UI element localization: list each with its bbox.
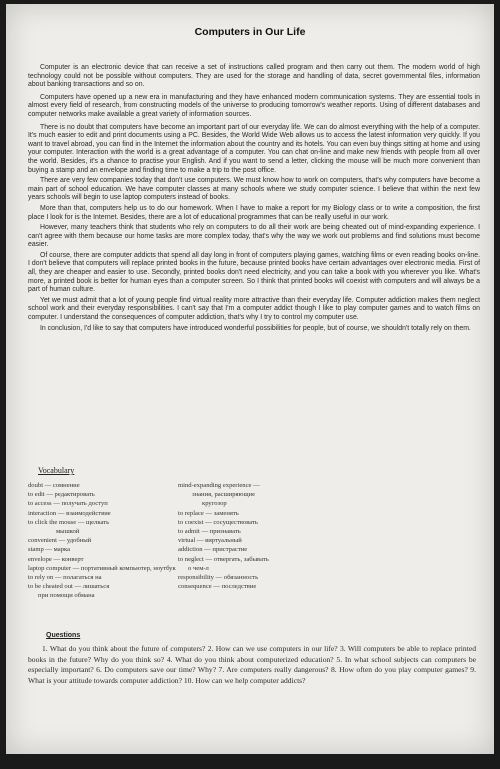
vocab-entry: addiction — пристрастие [178,546,248,554]
vocab-entry: envelope — конверт [28,555,84,563]
vocab-entry: laptop computer — портативный компьютер, ноутбук [28,564,176,572]
vocab-entry: мышкой [56,528,80,536]
vocab-entry: convenient — удобный [28,537,92,545]
vocab-entry: при помощи обмана [38,592,95,600]
document-page [6,4,494,754]
questions-heading: Questions [46,632,81,639]
page-title: Computers in Our Life [194,26,306,38]
vocabulary-list-left [28,481,178,601]
paragraph-2: Computers have opened up a new era in manufacturing and they have enhanced modern communication systems. They are essential tools in almost every field of research, from constructing models of the universe to producing tomorrow's weather reports. Using of different databases and computer networks make available a great variety of information sources. [28,93,480,118]
vocab-entry: о чем-л [188,564,209,572]
vocab-entry: stamp — марка [28,546,71,554]
vocab-entry: to neglect — отвергать, забывать [178,555,269,563]
article-body [28,64,480,335]
vocabulary-list-right [178,481,328,591]
paragraph-9: In conclusion, I'd like to say that computers have introduced wonderful possibilities for people, but of course, we shouldn't totally rely on them. [40,324,471,332]
vocab-entry: to admit — признавать [178,528,241,536]
paragraph-1: Computer is an electronic device that can receive a set of instructions called program and then carry out them. The modern world of high technology could not be possible without computers. They are used for the storage and handling of data, secret governmental files, information about banking transactions and so on. [28,64,480,89]
vocab-entry: doubt — сомнение [28,482,80,489]
vocab-entry: to be cheated out — лишаться [28,583,110,591]
vocab-entry: to access — получать доступ [28,500,108,508]
vocab-entry: to coexist — сосуществовать [178,518,258,526]
vocab-entry: responsibility — обязанность [178,574,259,582]
paragraph-3: There is no doubt that computers have become an important part of our everyday life. We can do almost everything with the help of a computer. It's much easier to edit and print documents using a PC. Besides, the World Wide Web allows us to access the latest information very quickly. If you want to travel abroad, you can find in the Internet the information about the country and its hotels. You can even buy things sitting at home and using your computer. Interaction with the world is a great advantage of a computer. You can chat on-line and make new friends with people from all over the world. Besides, it's a chance to practise your English. And if you want to send a letter, clicking the mouse will be much more convenient than buying a stamp and an envelope and finding time to make a trip to the post office. [28,123,480,174]
vocab-entry: consequence — последствие [178,583,257,591]
questions-text: 1. What do you think about the future of computers? 2. How can we use computers in our life? 3. Will computers be able to replace printed books in the future? Why do you think so? 4. What do you think about computerized education? 5. In what school subjects can computers be especially important? 6. Do computers save our time? Why? 7. Are computers really dangerous? 8. How often do you play computer games? 9. What is your attitude towards computer addiction? 10. How can we help computer addicts? [28,644,476,685]
vocab-entry: кругозор [202,500,227,508]
paragraph-7: Of course, there are computer addicts that spend all day long in front of computers playing games, watching films or even reading books on-line. I don't believe that computers will replace printed books in the future, because printed books have certain advantages over electronic media. First of all, they are cheaper and easier to use. Secondly, printed books don't need electricity, and you can take a book with you wherever you like. What's more, a printed book is better for human eyes than a computer screen. So I think that printed books will coexist with computers and will always be a part of human culture. [28,251,480,294]
vocab-entry: to edit — редактировать [28,491,95,499]
vocab-entry: to replace — заменять [178,509,239,517]
paragraph-4: There are very few companies today that don't use computers. We must know how to work on computers, that's why computers have become a main part of school education. We have computer classes at many schools where we study computer science. I believe that within the next few years schools will begin to use laptop computers instead of books. [28,177,480,202]
paragraph-8: Yet we must admit that a lot of young people find virtual reality more attractive than their everyday life. Computer addiction makes them neglect school work and their everyday responsibilities. I can't say that I'm a computer addict though I like to play computer games and to watch films on computer. I understand the consequences of computer addiction, that's why I try to control my computer use. [28,296,480,322]
vocab-entry: virtual — виртуальный [178,537,242,545]
vocab-entry: знания, расширяющие [192,491,255,499]
vocab-entry: to rely on — полагаться на [28,574,102,582]
vocab-entry: to click the mouse — щелкать [28,518,110,526]
vocab-entry: mind-expanding experience — [178,482,260,489]
paragraph-6: However, many teachers think that students who rely on computers to do all their work are being cheated out of mind-expanding experience. I can't agree with them because our home tasks are more complex today, that's why the way we work out problems and find solutions must become easier. [28,224,480,249]
vocabulary-heading: Vocabulary [38,466,75,475]
vocab-entry: interaction — взаимодействие [28,509,111,517]
paragraph-5: More than that, computers help us to do our homework. When I have to make a report for my Biology class or to write a composition, the first place I look for is the Internet. Besides, there are a lot of educational programmes that can be really useful in our work. [28,204,480,221]
